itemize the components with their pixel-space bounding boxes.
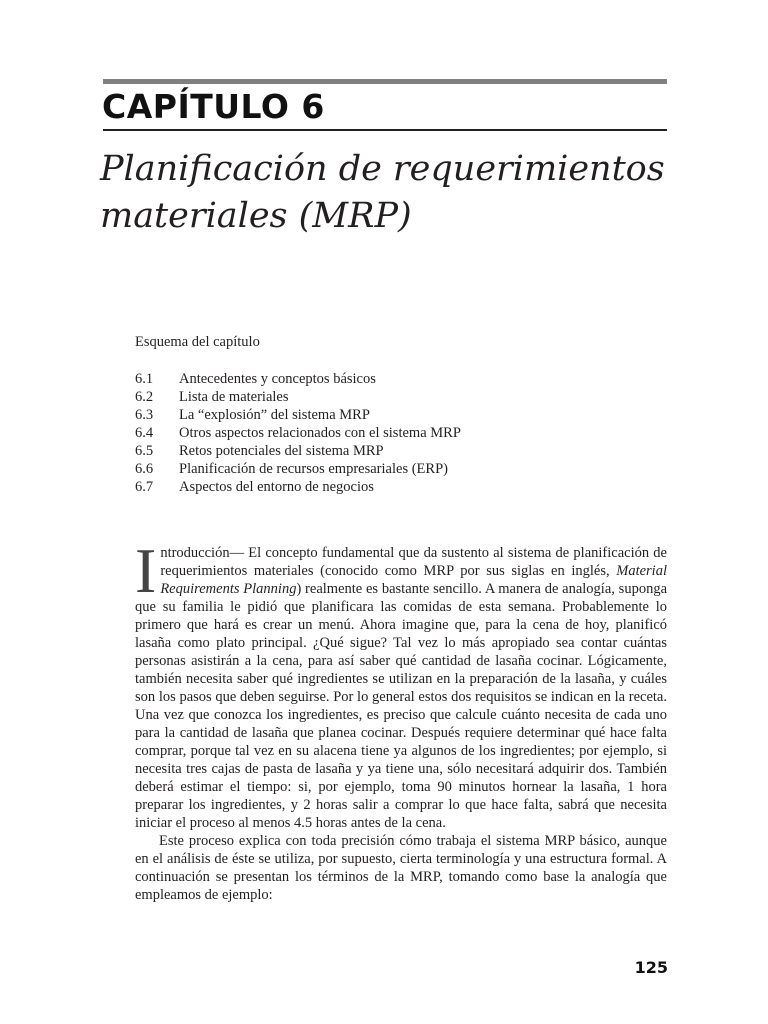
outline-item-number: 6.6 — [135, 461, 154, 477]
outline-item-number: 6.2 — [135, 389, 154, 405]
intro-rest-text: ) realmente es bastante sencillo. A manera de analogía, suponga que su familia le pidió que planificara las comidas de esta semana. Probablemente lo primero que hará es crear un menú. Ahora imagine que, para la cena de hoy, planificó lasaña como plato principal. ¿Qué sigue? Tal vez lo más apropiado sea contar cuántas personas asistirán a la cena, para así saber qué cantidad de lasaña cocinar. Lógicamente, también necesita saber qué ingredientes se utilizan en la preparación de la lasaña, y cuáles son los pasos que deben seguirse. Por lo general estos dos requisitos se indican en la receta. Una vez que conozca los ingredientes, es preciso que calcule cuánto necesita de cada uno para la cantidad de lasaña que planea cocinar. Después requiere determinar qué hace falta comprar, porque tal vez en su alacena tiene ya algunos de los ingredientes; por ejemplo, si necesita tres cajas de pasta de lasaña y ya tiene una, sólo necesitará adquirir dos. También deberá estimar el tiempo: si, por ejemplo, toma 90 minutos hornear la lasaña, 1 hora preparar los ingredientes, y 2 horas salir a comprar lo que hace falta, sabrá que necesita iniciar el proceso al menos 4.5 horas antes de la cena. — [135, 581, 668, 831]
outline-item-title: Retos potenciales del sistema MRP — [179, 443, 384, 459]
chapter-top-rule — [103, 79, 667, 84]
outline-item — [135, 406, 615, 424]
page-number: 125 — [634, 958, 668, 977]
outline-item — [135, 388, 615, 406]
outline-item-number: 6.4 — [135, 425, 154, 441]
outline-item-number: 6.1 — [135, 371, 154, 387]
chapter-label: CAPÍTULO 6 — [102, 87, 325, 126]
outline-item-title: Lista de materiales — [179, 389, 289, 405]
outline-item — [135, 370, 615, 388]
outline-item-title: Planificación de recursos empresariales (ERP) — [179, 461, 448, 477]
outline-item — [135, 442, 615, 460]
intro-italic-term: Material Requirements Planning — [160, 563, 667, 597]
intro-paragraph — [135, 535, 668, 832]
chapter-rule — [103, 129, 667, 131]
outline-item-title: La “explosión” del sistema MRP — [179, 407, 370, 423]
outline-item-number: 6.3 — [135, 407, 154, 423]
outline-item-title: Antecedentes y conceptos básicos — [179, 371, 376, 387]
drop-cap: I — [135, 535, 157, 606]
outline-item-title: Otros aspectos relacionados con el sistema MRP — [179, 425, 461, 441]
outline-list — [135, 370, 615, 496]
outline-item-title: Aspectos del entorno de negocios — [179, 479, 374, 495]
outline-heading: Esquema del capítulo — [135, 334, 260, 350]
intro-lead-text: ntroducción— El concepto fundamental que da sustento al sistema de planificación de requerimientos materiales (conocido como MRP por sus siglas en inglés, — [160, 545, 667, 579]
second-paragraph: Este proceso explica con toda precisión cómo trabaja el sistema MRP básico, aunque en el análisis de éste se utiliza, por supuesto, cierta terminología y una estructura formal. A continuación se presentan los términos de la MRP, tomando como base la analogía que empleamos de ejemplo: — [135, 833, 667, 903]
outline-item — [135, 424, 615, 442]
outline-item — [135, 478, 615, 496]
outline-item-number: 6.7 — [135, 479, 154, 495]
outline-item — [135, 460, 615, 478]
chapter-title: Planificación de requerimientos materiales (MRP) — [100, 149, 665, 236]
body-text — [135, 535, 668, 904]
outline-item-number: 6.5 — [135, 443, 154, 459]
